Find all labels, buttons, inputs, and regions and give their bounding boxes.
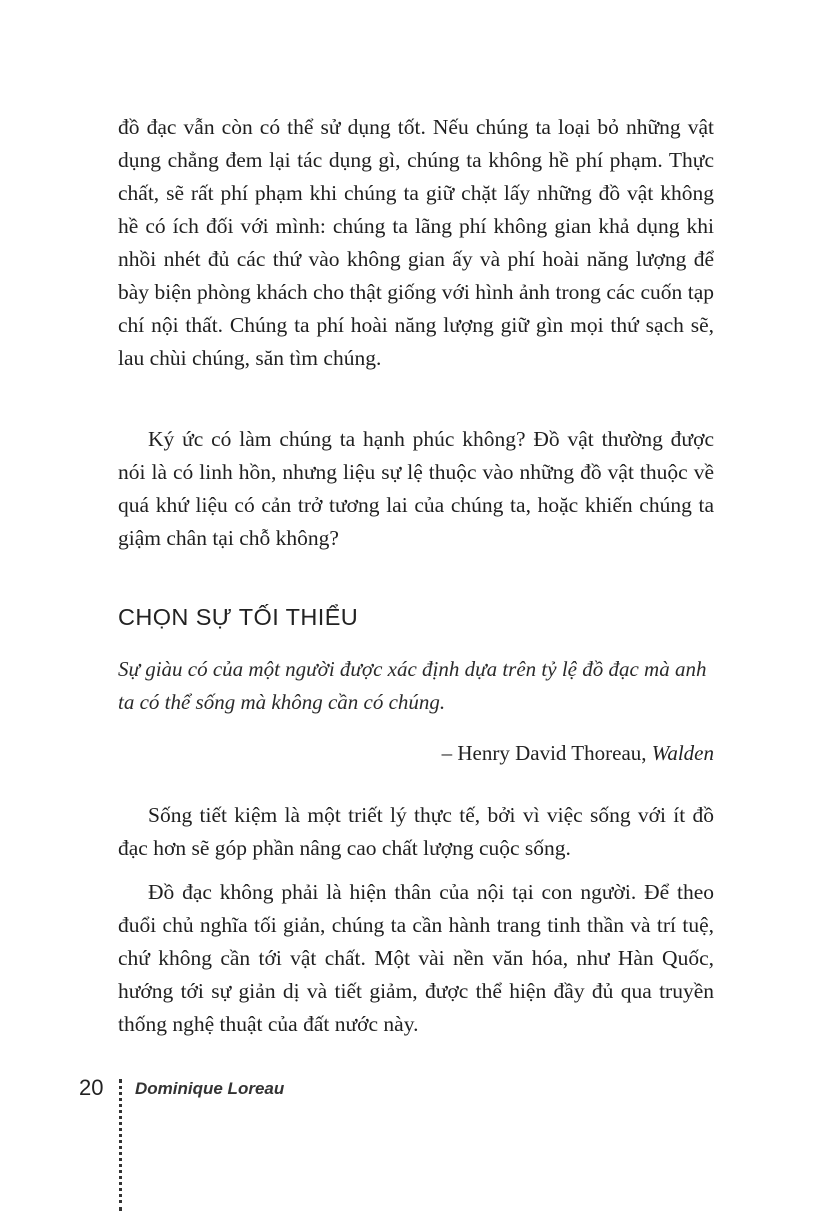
epigraph-quote: Sự giàu có của một người được xác định dựa trên tỷ lệ đồ đạc mà anh ta có thể sống mà không cần có chúng. bbox=[118, 657, 707, 714]
dotted-divider bbox=[119, 1079, 122, 1211]
body-paragraph-2: Ký ức có làm chúng ta hạnh phúc không? Đồ vật thường được nói là có linh hồn, nhưng liệu sự lệ thuộc vào những đồ vật thuộc về quá khứ liệu có cản trở tương lai của chúng ta, hoặc khiến chúng ta giậm chân tại chỗ không? bbox=[118, 427, 714, 550]
page-number: 20 bbox=[79, 1075, 104, 1100]
epigraph-attribution bbox=[118, 737, 714, 770]
attribution-work-title: Walden bbox=[651, 741, 714, 765]
section-heading: CHỌN SỰ TỐI THIỂU bbox=[118, 604, 359, 630]
attribution-author: – Henry David Thoreau, bbox=[441, 741, 652, 765]
body-paragraph-3: Sống tiết kiệm là một triết lý thực tế, bởi vì việc sống với ít đồ đạc hơn sẽ góp phần nâng cao chất lượng cuộc sống. bbox=[118, 803, 714, 860]
body-paragraph-1: đồ đạc vẫn còn có thể sử dụng tốt. Nếu chúng ta loại bỏ những vật dụng chẳng đem lại tác dụng gì, chúng ta không hề phí phạm. Thực chất, sẽ rất phí phạm khi chúng ta giữ chặt lấy những đồ vật không hề có ích đối với mình: chúng ta lãng phí không gian khả dụng khi nhồi nhét đủ các thứ vào không gian ấy và phí hoài năng lượng để bày biện phòng khách cho thật giống với hình ảnh trong các cuốn tạp chí nội thất. Chúng ta phí hoài năng lượng giữ gìn mọi thứ sạch sẽ, lau chùi chúng, săn tìm chúng. bbox=[118, 115, 714, 370]
body-paragraph-4: Đồ đạc không phải là hiện thân của nội tại con người. Để theo đuổi chủ nghĩa tối giản, chúng ta cần hành trang tinh thần và trí tuệ, chứ không cần tới vật chất. Một vài nền văn hóa, như Hàn Quốc, hướng tới sự giản dị và tiết giảm, được thể hiện đầy đủ qua truyền thống nghệ thuật của đất nước này. bbox=[118, 880, 714, 1036]
running-title-author: Dominique Loreau bbox=[135, 1079, 285, 1098]
